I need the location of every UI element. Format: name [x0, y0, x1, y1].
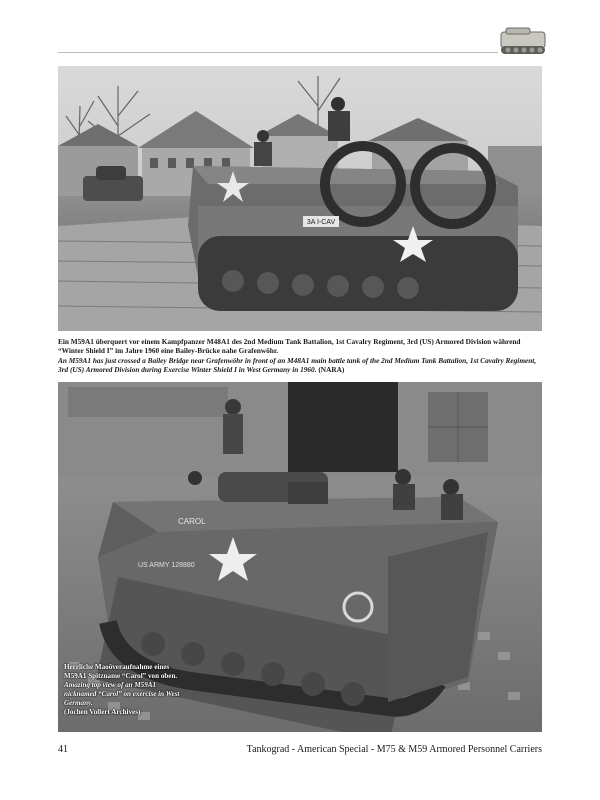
caption-1-german: Ein M59A1 überquert vor einem Kampfpanzer M48A1 des 2nd Medium Tank Battalion, 1st Cavalry Regiment, 3rd (US) Armored Division während “Winter Shield I” im Jahre 1960 eine Bailey-Brücke nahe Grafenwöhr. [58, 337, 521, 356]
caption-1-english-text: An M59A1 has just crossed a Bailey Bridge near Grafenwöhr in front of an M48A1 main battle tank of the 2nd Medium Tank Battalion, 1st Cavalry Regiment, 3rd (US) Armored Division during Exercise Winter Shield I in West Germany in 1960. [58, 355, 537, 375]
photo-m59a1-bridge-crossing [58, 66, 542, 331]
page-number: 41 [58, 744, 68, 755]
caption-1-english [58, 356, 542, 375]
caption-1-credit: (NARA) [318, 365, 345, 375]
vehicle-marking-2: CAROL [178, 517, 206, 526]
apc-vehicle-icon [498, 22, 548, 58]
header-rule [58, 52, 498, 53]
caption-2-german: Herrliche Maoöveraufnahme eines M59A1 Spitzname “Carol” von oben. [64, 663, 178, 681]
book-title: Tankograd - American Special - M75 & M59 Armored Personnel Carriers [246, 744, 542, 755]
caption-2-credit: (Jochen Vollert Archives) [64, 708, 141, 717]
caption-photo-2 [64, 663, 184, 718]
photo-1-illustration [58, 66, 542, 331]
caption-photo-1 [58, 337, 542, 375]
caption-2-english: Amazing top view of an M59A1 nicknamed “Carol” on exercise in West Germany. [64, 681, 180, 708]
vehicle-side-marking: US ARMY 128880 [138, 562, 195, 569]
vehicle-marking-1: 3A I-CAV [306, 219, 336, 226]
